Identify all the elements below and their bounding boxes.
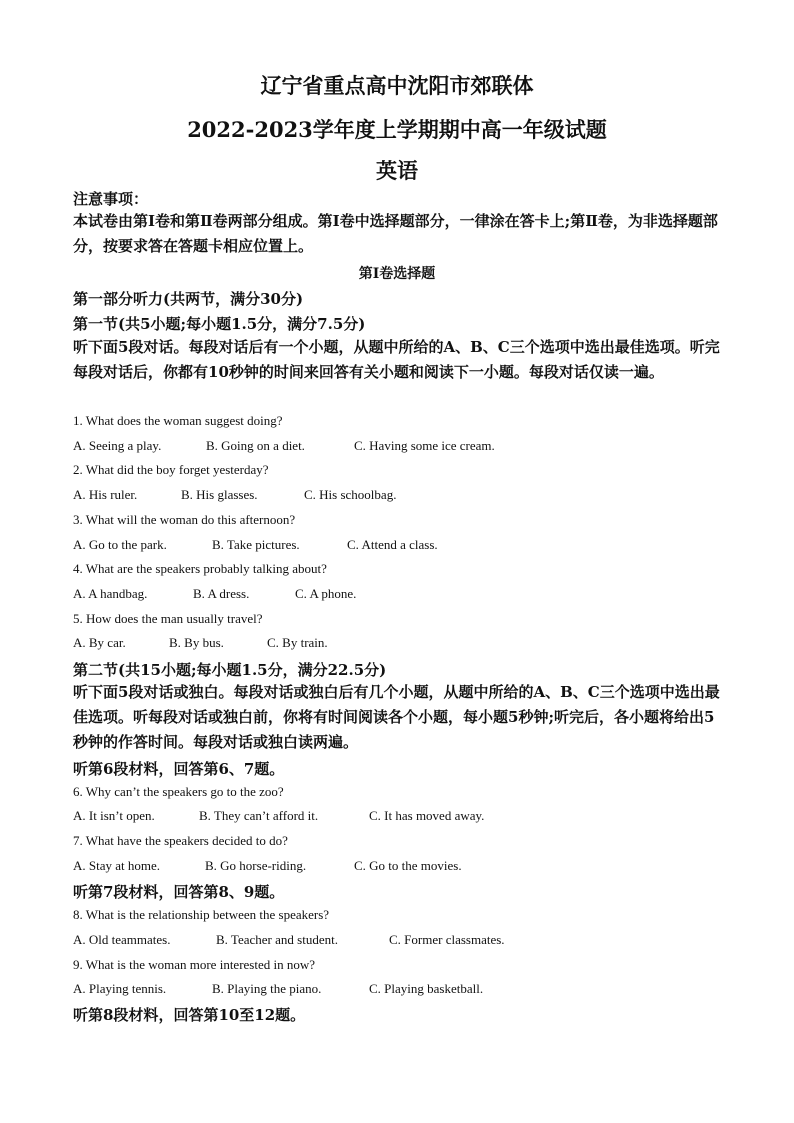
section2-instructions: 听下面5段对话或独白。每段对话或独白后有几个小题，从题中所给的A、B、C三个选项中选出最佳选项。听每段对话或独白前，你将有时间阅读各个小题，每小题5秒钟;听完后，各小题将给出5秒钟的作答时间。每段对话或独白读两遍。 — [73, 683, 720, 751]
q6-option-a: A. It isn’t open. — [73, 808, 155, 823]
section2-title: 第二节(共15小题;每小题1.5分，满分22.5分) — [73, 661, 387, 679]
q5-option-c: C. By train. — [267, 635, 328, 650]
notes-body: 本试卷由第Ⅰ卷和第Ⅱ卷两部分组成。第Ⅰ卷中选择题部分，一律涂在答卡上;第Ⅱ卷，为非选择题部分，按要求答在答题卡相应位置上。 — [73, 212, 718, 255]
q6-option-b: B. They can’t afford it. — [199, 808, 319, 823]
section1-title: 第一节(共5小题;每小题1.5分，满分7.5分) — [73, 315, 366, 333]
material-7-heading: 听第7段材料，回答第8、9题。 — [73, 883, 285, 901]
question-2: 2. What did the boy forget yesterday? — [73, 462, 269, 477]
subject-title: 英语 — [376, 158, 418, 183]
q2-option-c: C. His schoolbag. — [304, 487, 397, 502]
question-3: 3. What will the woman do this afternoon? — [73, 512, 296, 527]
q9-option-b: B. Playing the piano. — [212, 981, 322, 996]
q8-option-a: A. Old teammates. — [73, 932, 171, 947]
q7-option-a: A. Stay at home. — [73, 858, 161, 873]
q9-option-a: A. Playing tennis. — [73, 981, 167, 996]
part1-title: 第一部分听力(共两节，满分30分) — [73, 290, 304, 308]
q8-option-b: B. Teacher and student. — [216, 932, 338, 947]
q7-option-b: B. Go horse-riding. — [205, 858, 307, 873]
material-8-heading: 听第8段材料，回答第10至12题。 — [73, 1006, 306, 1024]
question-8: 8. What is the relationship between the speakers? — [73, 907, 330, 922]
q4-option-a: A. A handbag. — [73, 586, 148, 601]
q3-option-c: C. Attend a class. — [347, 537, 438, 552]
q6-option-c: C. It has moved away. — [369, 808, 485, 823]
exam-title-line2: 2022-2023学年度上学期期中高一年级试题 — [187, 117, 607, 142]
q4-option-b: B. A dress. — [193, 586, 250, 601]
q2-option-a: A. His ruler. — [73, 487, 138, 502]
section1-instructions: 听下面5段对话。每段对话后有一个小题，从题中所给的A、B、C三个选项中选出最佳选项。听完每段对话后，你都有10秒钟的时间来回答有关小题和阅读下一小题。每段对话仅读一遍。 — [73, 338, 720, 381]
question-5: 5. How does the man usually travel? — [73, 611, 263, 626]
q3-option-a: A. Go to the park. — [73, 537, 167, 552]
q9-option-c: C. Playing basketball. — [369, 981, 484, 996]
question-6: 6. Why can’t the speakers go to the zoo? — [73, 784, 284, 799]
q1-option-b: B. Going on a diet. — [206, 438, 305, 453]
notes-heading: 注意事项： — [73, 190, 149, 208]
question-4: 4. What are the speakers probably talking about? — [73, 561, 327, 576]
question-9: 9. What is the woman more interested in now? — [73, 957, 316, 972]
q4-option-c: C. A phone. — [295, 586, 357, 601]
question-7: 7. What have the speakers decided to do? — [73, 833, 288, 848]
q1-option-a: A. Seeing a play. — [73, 438, 162, 453]
q1-option-c: C. Having some ice cream. — [354, 438, 495, 453]
q7-option-c: C. Go to the movies. — [354, 858, 462, 873]
material-6-heading: 听第6段材料，回答第6、7题。 — [73, 760, 285, 778]
q3-option-b: B. Take pictures. — [212, 537, 300, 552]
volume1-title: 第Ⅰ卷选择题 — [358, 266, 436, 282]
q5-option-b: B. By bus. — [169, 635, 224, 650]
question-1: 1. What does the woman suggest doing? — [73, 413, 283, 428]
q8-option-c: C. Former classmates. — [389, 932, 505, 947]
exam-title-line1: 辽宁省重点高中沈阳市郊联体 — [260, 73, 534, 98]
q5-option-a: A. By car. — [73, 635, 126, 650]
q2-option-b: B. His glasses. — [181, 487, 258, 502]
